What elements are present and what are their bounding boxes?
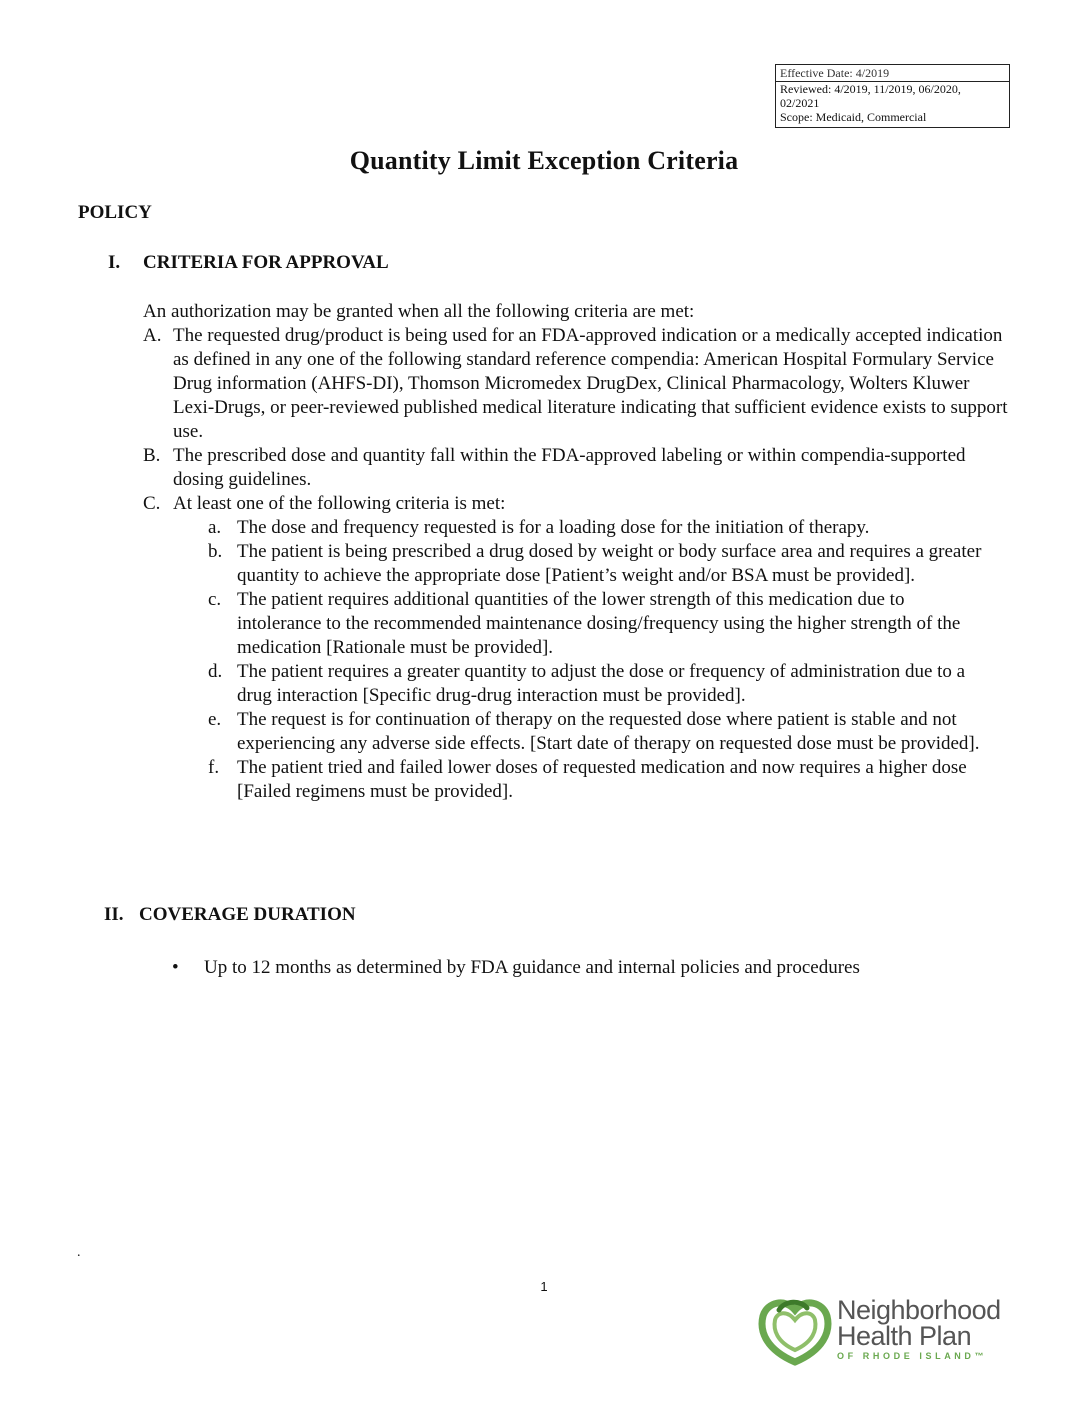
sub-item-marker: f. [208,757,220,778]
policy-heading: POLICY [78,202,152,223]
item-marker: A. [143,325,162,346]
item-marker: B. [143,445,161,466]
effective-date: Effective Date: 4/2019 [776,66,1009,82]
sub-criteria-item [208,516,983,540]
sub-item-marker: b. [208,541,223,562]
sub-item-text: The patient is being prescribed a drug dosed by weight or body surface area and requires a greater quantity to achieve the appropriate dose [Patient’s weight and/or BSA must be provided]. [237,541,982,586]
section-criteria-heading [108,252,389,274]
scope: Scope: Medicaid, Commercial [780,110,927,124]
item-marker: C. [143,493,161,514]
logo-line-neighborhood: Neighborhood [837,1295,1001,1325]
section-number: II. [104,904,124,925]
sub-criteria-item [208,708,983,756]
coverage-text: Up to 12 months as determined by FDA guidance and internal policies and procedures [204,957,860,978]
logo-line-rhode-island: OF RHODE ISLAND™ [837,1351,988,1361]
sub-criteria-item [208,660,983,708]
criteria-item [143,324,1013,444]
criteria-item [143,444,1013,492]
page-title: Quantity Limit Exception Criteria [349,146,739,175]
criteria-list [143,324,1013,804]
section-coverage-heading [104,904,356,926]
sub-item-text: The patient requires additional quantities of the lower strength of this medication due to intolerance to the recommended maintenance dosing/frequency using the higher strength of the medication [Rationale must be provided]. [237,589,961,658]
item-text: The prescribed dose and quantity fall within the FDA-approved labeling or within compendia-supported dosing guidelines. [173,445,966,490]
sub-item-marker: d. [208,661,223,682]
section-title: COVERAGE DURATION [139,904,356,925]
sub-criteria-item [208,540,983,588]
logo-line-health-plan: Health Plan [837,1321,972,1351]
sub-item-text: The patient requires a greater quantity to adjust the dose or frequency of administration due to a drug interaction [Specific drug-drug interaction must be provided]. [237,661,966,706]
sub-criteria-item [208,588,983,660]
logo-wordmark [837,1297,1001,1361]
bullet-dot-icon: • [172,957,179,978]
sub-criteria-item [208,756,983,804]
sub-item-text: The dose and frequency requested is for a loading dose for the initiation of therapy. [237,517,870,538]
sub-item-marker: a. [208,517,222,538]
section-number: I. [108,252,121,273]
criteria-intro: An authorization may be granted when all the following criteria are met: [143,301,695,322]
reviewed-dates: Reviewed: 4/2019, 11/2019, 06/2020, [780,82,961,96]
section-title: CRITERIA FOR APPROVAL [143,252,389,273]
reviewed-dates-cont: 02/2021 [780,96,820,110]
nhp-logo-icon [755,1292,835,1372]
coverage-bullet [172,956,860,980]
item-text: The requested drug/product is being used for an FDA-approved indication or a medically accepted indication as defined in any one of the following standard reference compendia: American Hospital Formulary Service Drug information (AHFS-DI), Thomson Micromedex DrugDex, Clinical Pharmacology, Wolters Kluwer Lexi-Drugs, or peer-reviewed published medical literature indicating that sufficient evidence exists to support use. [173,325,1008,442]
document-info-box [775,64,1010,128]
sub-item-text: The patient tried and failed lower doses of requested medication and now requires a higher dose [Failed regimens must be provided]. [237,757,967,802]
sub-item-text: The request is for continuation of therapy on the requested dose where patient is stable and not experiencing any adverse side effects. [Start date of therapy on requested dose must be provided]. [237,709,980,754]
stray-mark: . [77,1245,81,1260]
item-text: At least one of the following criteria is met: [173,493,506,514]
criteria-item [143,492,1013,516]
sub-criteria-list [208,516,983,804]
sub-item-marker: c. [208,589,222,610]
nhp-logo [755,1292,1025,1372]
page-number: 1 [540,1279,548,1294]
sub-criteria-container [143,516,1013,804]
sub-item-marker: e. [208,709,222,730]
